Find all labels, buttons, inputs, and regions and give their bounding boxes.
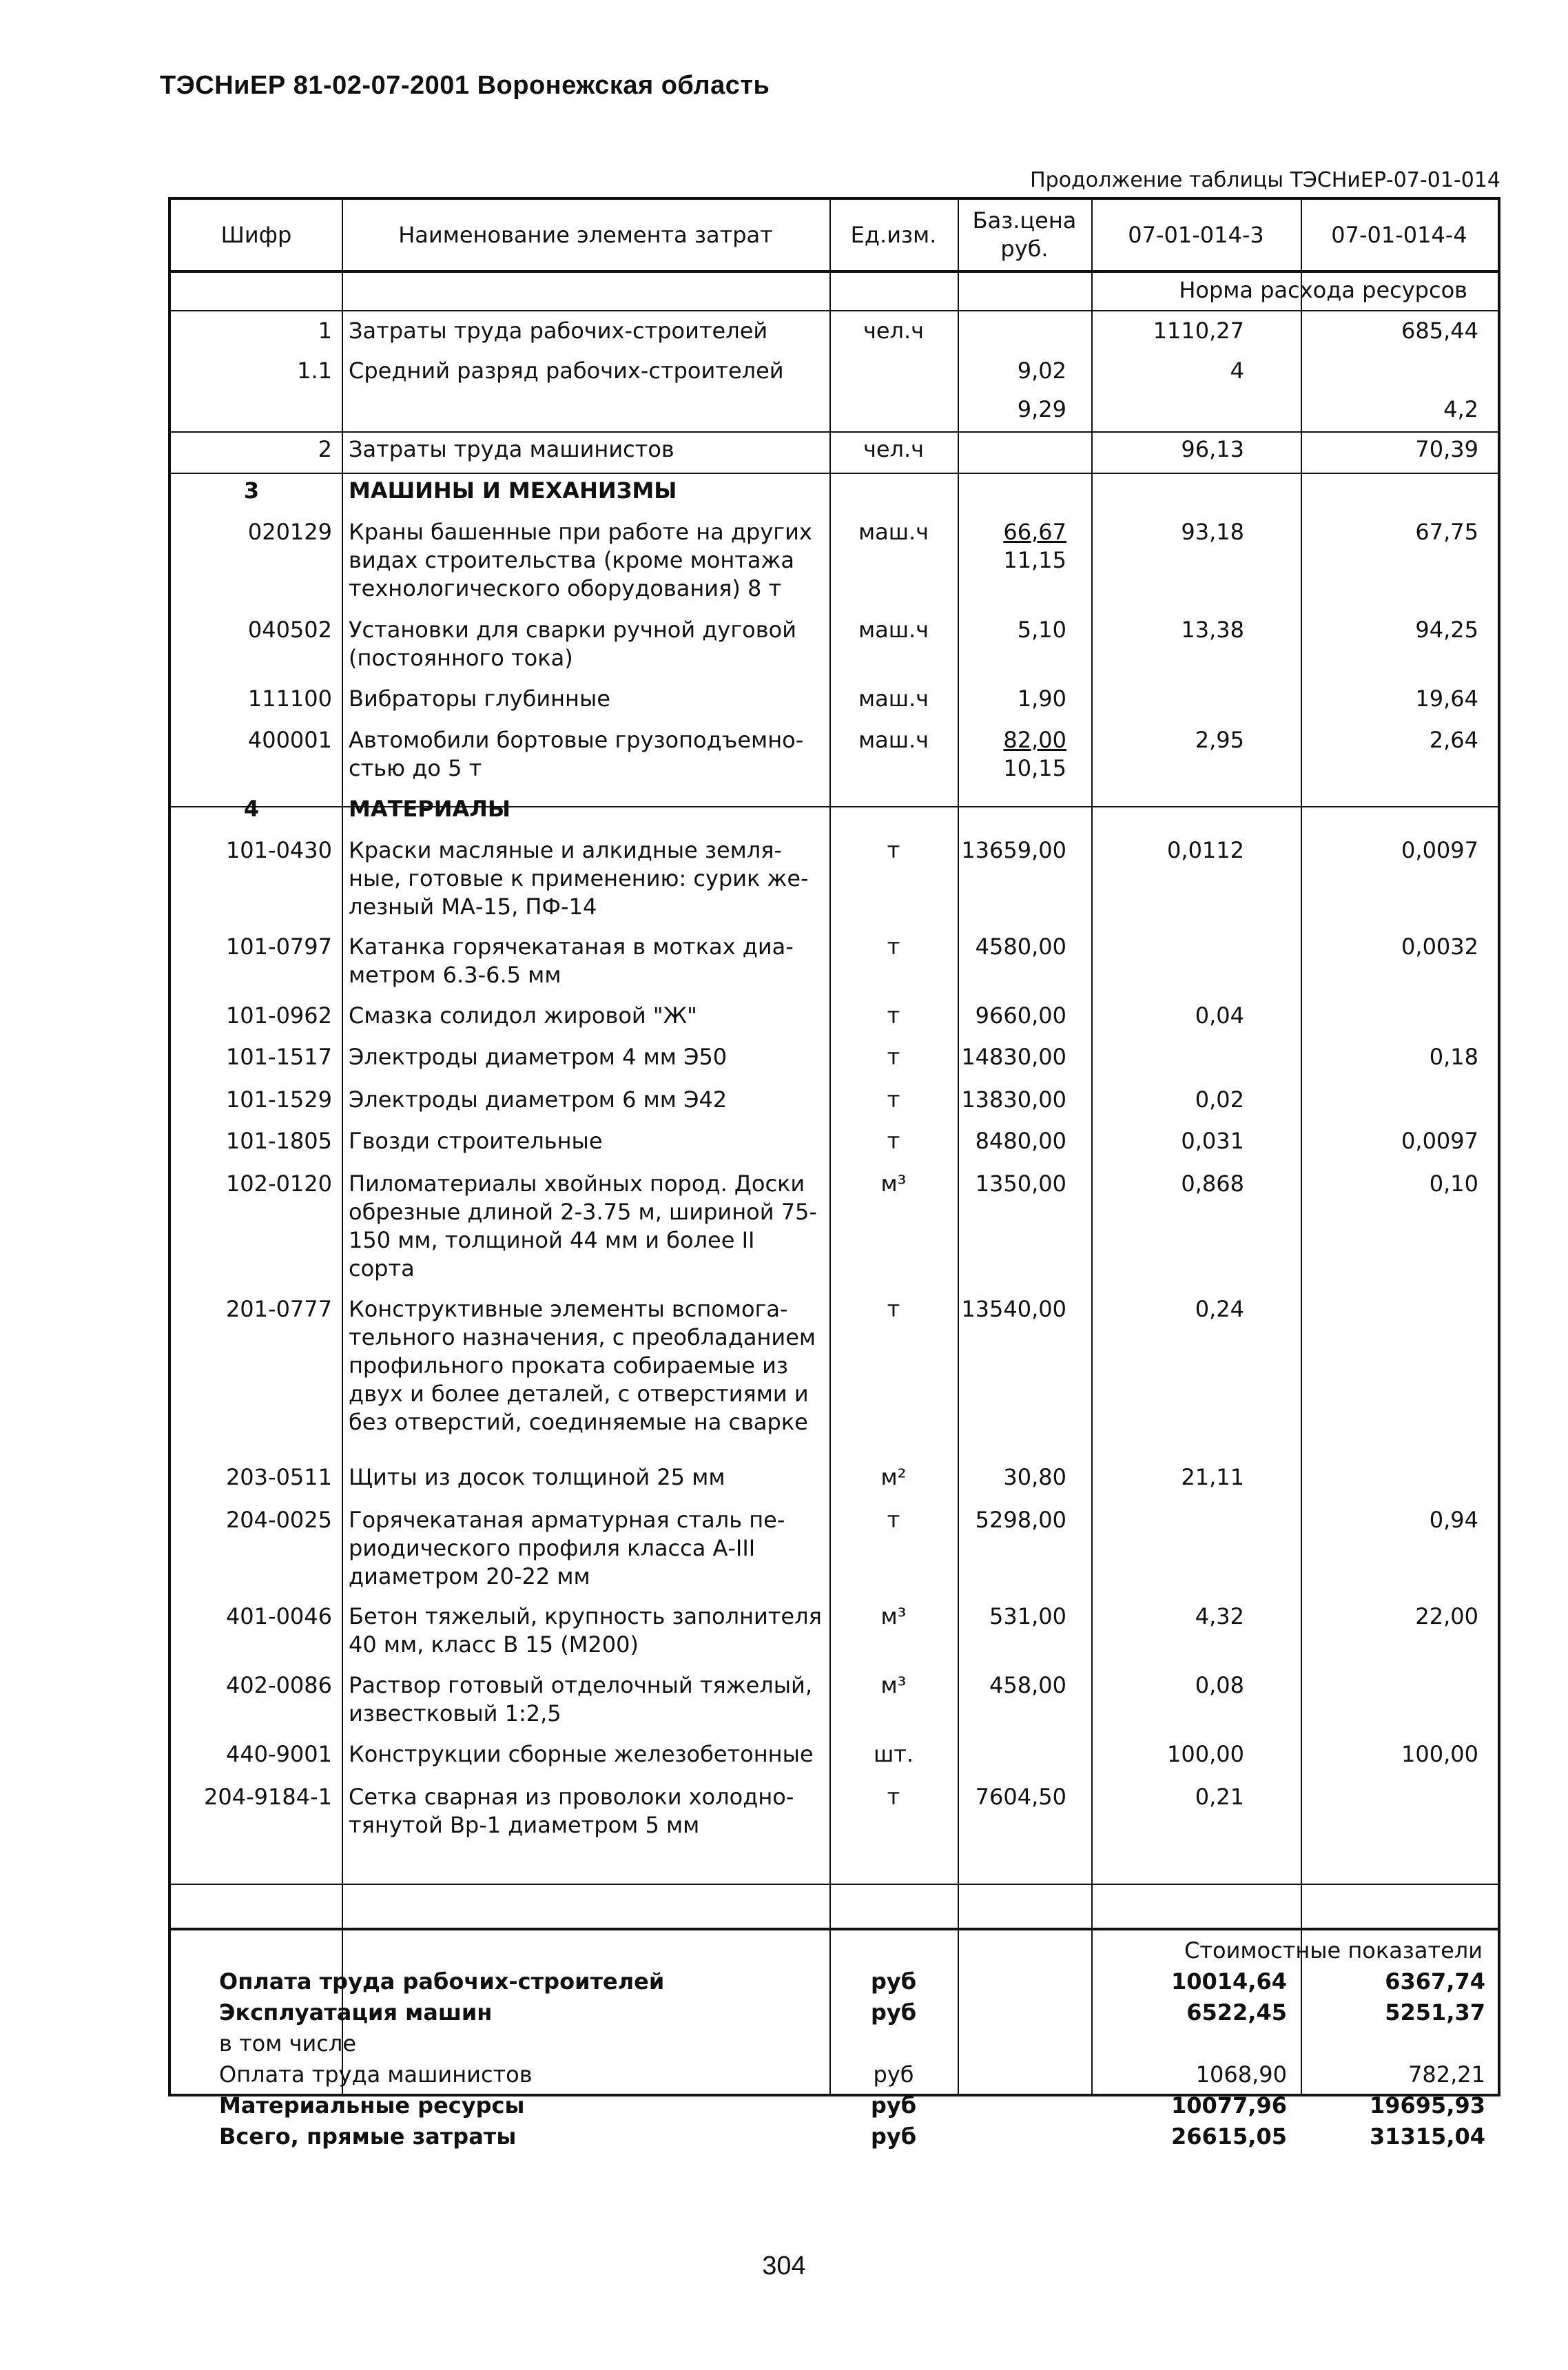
row-unit: м³ [880,1171,907,1197]
row-value-col4: 2,64 [1429,727,1478,753]
rule-costs-top [171,1928,1498,1930]
row-unit [829,350,958,389]
row-value-col4 [1301,1776,1498,1840]
row-code: 2 [318,436,332,462]
row-price: 1,90 [1017,686,1066,712]
row-price-main: 66,67 [1003,519,1066,545]
summary-label: Оплата труда рабочих-строителей [219,1968,665,1995]
row-value-col4: 67,75 [1415,519,1478,545]
row-unit: маш.ч [858,686,929,712]
header-row [171,200,1498,270]
row-value-col3: 0,031 [1181,1128,1244,1154]
row-code: 1.1 [297,358,332,384]
table-row [171,788,1498,830]
row-price [958,511,1091,609]
row-unit: т [887,1784,900,1810]
row-name: Средний разряд рабочих-строителей [349,358,784,384]
row-name: Раствор готовый отделочный тяжелый, известковый 1:2,5 [349,1672,812,1727]
row-unit: маш.ч [858,617,929,643]
row-value-col3: 0,02 [1195,1086,1244,1113]
row-code: 400001 [247,727,332,753]
row-code: 101-0430 [225,837,332,863]
summary-row [171,1997,1498,2028]
row-code: 111100 [247,686,332,712]
summary-unit: руб [870,2092,917,2119]
summary-row [171,2121,1498,2152]
table-row [171,1733,1498,1776]
row-value-col4: 0,94 [1429,1507,1478,1533]
row-code: 402-0086 [225,1672,332,1698]
summary-row [171,2059,1498,2090]
row-unit: т [887,1507,900,1533]
table-row [171,830,1498,926]
table-row [171,1665,1498,1733]
row-value-col3: 0,08 [1195,1672,1244,1698]
col-header-col3: 07-01-014-3 [1128,221,1264,248]
summary-value-col4 [1301,2028,1498,2059]
row-price: 9660,00 [975,1002,1066,1029]
row-value-col4 [1301,1665,1498,1733]
row-value-col3: 13,38 [1181,617,1244,643]
row-value-col3: 96,13 [1181,436,1244,462]
row-unit: шт. [873,1741,914,1767]
resource-table [168,197,1500,2150]
summary-value-col4: 19695,93 [1369,2092,1485,2119]
table-row [171,609,1498,678]
summary-price [958,2059,1091,2090]
row-price: 458,00 [989,1672,1066,1698]
row-name: Горячекатаная арматурная сталь пе-риодического профиля класса А-III диаметром 20-22 мм [349,1507,785,1589]
summary-value-col3 [1091,2028,1301,2059]
row-value-col3: 2,95 [1195,727,1244,753]
row-code: 401-0046 [225,1603,332,1629]
row-value-col3: 0,04 [1195,1002,1244,1029]
table-row [171,511,1498,609]
summary-value-col3: 26615,05 [1170,2123,1287,2150]
summary-price [958,1997,1091,2028]
summary-label: Эксплуатация машин [219,1999,493,2026]
row-unit: т [887,1044,900,1070]
rule-group-4 [171,1884,1498,1885]
row-value-col4: 0,0097 [1401,1128,1478,1154]
table-row [171,1079,1498,1120]
row-price: 13659,00 [961,837,1066,863]
row-value-col4 [1301,350,1498,389]
row-name: Конструкции сборные железобетонные [349,1741,814,1767]
row-price: 30,80 [1003,1464,1066,1490]
row-value-col3: 4,32 [1195,1603,1244,1629]
row-name: Электроды диаметром 4 мм Э50 [349,1044,728,1070]
row-code: 020129 [247,519,332,545]
summary-value-col4: 782,21 [1408,2061,1485,2088]
row-price: 8480,00 [975,1128,1066,1154]
row-name: Вибраторы глубинные [349,686,610,712]
table-continuation-label: Продолжение таблицы ТЭСНиЕР-07-01-014 [1030,168,1500,192]
row-value-col3: 21,11 [1181,1464,1244,1490]
document-header: ТЭСНиЕР 81-02-07-2001 Воронежская область [160,71,770,100]
row-value-col4: 94,25 [1415,617,1478,643]
row-name: Смазка солидол жировой "Ж" [349,1002,697,1029]
row-code: 203-0511 [225,1464,332,1490]
row-name: Бетон тяжелый, крупность заполнителя 40 мм, класс В 15 (М200) [349,1603,822,1658]
row-value-col4: 19,64 [1415,686,1478,712]
resource-grid [171,200,1498,1840]
summary-label: Материальные ресурсы [219,2092,525,2119]
summary-label: Оплата труда машинистов [219,2061,533,2088]
cost-summary [171,1935,1498,2152]
row-name: Краски масляные и алкидные земля-ные, готовые к применению: сурик же-лезный МА-15, ПФ-14 [349,837,809,920]
row-value-col3 [1091,678,1301,719]
row-code: 101-1517 [225,1044,332,1070]
table-row [171,1499,1498,1596]
table-row [171,995,1498,1036]
row-price: 9,29 [1017,396,1066,422]
row-code: 040502 [247,617,332,643]
row-name: Конструктивные элементы вспомога-тельного назначения, с преобладанием профильного проката собираемые из двух и более деталей, с отверстиями и без отверстий, соединяемые на сварке [349,1296,816,1435]
row-unit: м³ [880,1603,907,1629]
table-row [171,1163,1498,1288]
row-value-col3: 4 [1230,358,1244,384]
summary-value-col4: 5251,37 [1385,1999,1485,2026]
table-row [171,389,1498,429]
row-unit: маш.ч [858,519,929,545]
row-price: 13830,00 [961,1086,1066,1113]
row-price-secondary: 11,15 [1003,547,1066,573]
row-name: Щиты из досок толщиной 25 мм [349,1464,725,1490]
summary-value-col3: 6522,45 [1186,1999,1287,2026]
row-unit: т [887,934,900,960]
table-row [171,429,1498,470]
table-row [171,1776,1498,1840]
row-value-col3 [1091,1036,1301,1079]
summary-value-col3: 10077,96 [1170,2092,1287,2119]
table-row [171,1036,1498,1079]
row-value-col4: 0,18 [1429,1044,1478,1070]
row-unit: маш.ч [858,727,929,753]
row-price [958,719,1091,788]
row-code: 102-0120 [225,1171,332,1197]
summary-label: Всего, прямые затраты [219,2123,517,2150]
row-value-col4: 0,10 [1429,1171,1478,1197]
row-code [171,389,342,429]
table-row [171,1120,1498,1163]
row-unit: т [887,1128,900,1154]
summary-value-col3: 1068,90 [1195,2061,1287,2088]
row-price: 9,02 [1017,358,1066,384]
row-unit: м³ [880,1672,907,1698]
row-code: 101-1529 [225,1086,332,1113]
row-name: Автомобили бортовые грузоподъемно-стью до 5 т [349,727,804,781]
row-price [958,1733,1091,1776]
summary-label: в том числе [219,2030,356,2057]
table-row [171,1596,1498,1665]
row-price: 531,00 [989,1603,1066,1629]
row-value-col4: 100,00 [1401,1741,1478,1767]
col-header-col4: 07-01-014-4 [1331,221,1467,248]
row-name: Затраты труда машинистов [349,436,674,462]
row-value-col4: 685,44 [1401,318,1478,344]
row-code: 101-0797 [225,934,332,960]
row-value-col4: 0,0032 [1401,934,1478,960]
summary-value-col3: 10014,64 [1170,1968,1287,1995]
row-price [958,310,1091,350]
summary-price [958,2028,1091,2059]
row-value-col4 [1301,1079,1498,1120]
summary-row [171,2090,1498,2121]
norms-caption: Норма расхода ресурсов [1179,276,1467,303]
row-value-col4 [1301,1288,1498,1456]
row-name: Краны башенные при работе на других видах строительства (кроме монтажа технологического оборудования) 8 т [349,519,812,601]
row-value-col3: 0,0112 [1167,837,1244,863]
row-value-col4: 70,39 [1415,436,1478,462]
summary-row [171,1966,1498,1997]
summary-value-col4: 31315,04 [1369,2123,1485,2150]
summary-unit: руб [870,2123,917,2150]
row-price-secondary: 10,15 [1003,755,1066,781]
row-name: Электроды диаметром 6 мм Э42 [349,1086,728,1113]
col-header-unit: Ед.изм. [850,221,937,248]
col-header-code: Шифр [220,221,292,248]
row-value-col3 [1091,926,1301,995]
row-price: 5298,00 [975,1507,1066,1533]
col-header-name: Наименование элемента затрат [398,221,773,248]
row-code: 101-0962 [225,1002,332,1029]
row-name: Сетка сварная из проволоки холодно-тянутой Вр-1 диаметром 5 мм [349,1784,794,1838]
table-row [171,1456,1498,1499]
row-price [958,429,1091,470]
summary-price [958,2121,1091,2152]
row-price: 5,10 [1017,617,1066,643]
row-section-title: МАТЕРИАЛЫ [349,796,511,822]
row-value-col3: 0,24 [1195,1296,1244,1322]
row-value-col4: 4,2 [1443,396,1478,422]
row-code: 4 [243,796,260,822]
row-unit: м² [880,1464,907,1490]
row-name: Установки для сварки ручной дуговой (постоянного тока) [349,617,796,671]
row-code: 3 [243,477,260,504]
table-row [171,678,1498,719]
table-row [171,719,1498,788]
table-row [171,470,1498,511]
row-unit: т [887,1296,900,1322]
row-value-col3: 93,18 [1181,519,1244,545]
row-price: 14830,00 [961,1044,1066,1070]
row-unit: т [887,1002,900,1029]
row-section-title: МАШИНЫ И МЕХАНИЗМЫ [349,477,677,504]
row-value-col4 [1301,995,1498,1036]
row-unit: чел.ч [863,436,925,462]
summary-price [958,2090,1091,2121]
summary-unit: руб [873,2061,914,2088]
norms-row [171,270,1498,310]
row-value-col4: 0,0097 [1401,837,1478,863]
row-price: 13540,00 [961,1296,1066,1322]
row-value-col3: 0,21 [1195,1784,1244,1810]
row-unit: т [887,837,900,863]
row-value-col3: 100,00 [1167,1741,1244,1767]
row-value-col3: 1110,27 [1153,318,1244,344]
summary-unit: руб [870,1999,917,2026]
row-code: 440-9001 [225,1741,332,1767]
row-price: 1350,00 [975,1171,1066,1197]
row-name: Гвозди строительные [349,1128,603,1154]
row-name: Затраты труда рабочих-строителей [349,318,768,344]
row-code: 1 [318,318,332,344]
row-unit: т [887,1086,900,1113]
row-code: 204-9184-1 [204,1784,332,1810]
row-value-col4: 22,00 [1415,1603,1478,1629]
row-code: 101-1805 [225,1128,332,1154]
row-code: 204-0025 [225,1507,332,1533]
row-name: Катанка горячекатаная в мотках диа-метром 6.3-6.5 мм [349,934,794,988]
row-unit [829,389,958,429]
row-value-col3 [1091,389,1301,429]
table-row [171,350,1498,389]
row-price: 4580,00 [975,934,1066,960]
row-value-col3: 0,868 [1181,1171,1244,1197]
row-price: 7604,50 [975,1784,1066,1810]
summary-value-col4: 6367,74 [1385,1968,1485,1995]
table-row [171,1288,1498,1456]
row-code: 201-0777 [225,1296,332,1322]
summary-price [958,1966,1091,1997]
summary-row [171,2028,1498,2059]
page-number: 304 [762,2252,806,2280]
row-name: Пиломатериалы хвойных пород. Доски обрезные длиной 2-3.75 м, шириной 75-150 мм, толщиной 44 мм и более II сорта [349,1171,817,1281]
table-row [171,310,1498,350]
row-unit: чел.ч [863,318,925,344]
summary-unit [829,2028,958,2059]
costs-caption: Стоимостные показатели [1184,1937,1483,1964]
costs-caption-row [171,1935,1498,1966]
row-value-col4 [1301,1456,1498,1499]
summary-unit: руб [870,1968,917,1995]
row-value-col3 [1091,1499,1301,1596]
row-name [342,389,829,429]
table-row [171,926,1498,995]
row-price-main: 82,00 [1003,727,1066,753]
col-header-price: Баз.цена руб. [972,207,1077,262]
